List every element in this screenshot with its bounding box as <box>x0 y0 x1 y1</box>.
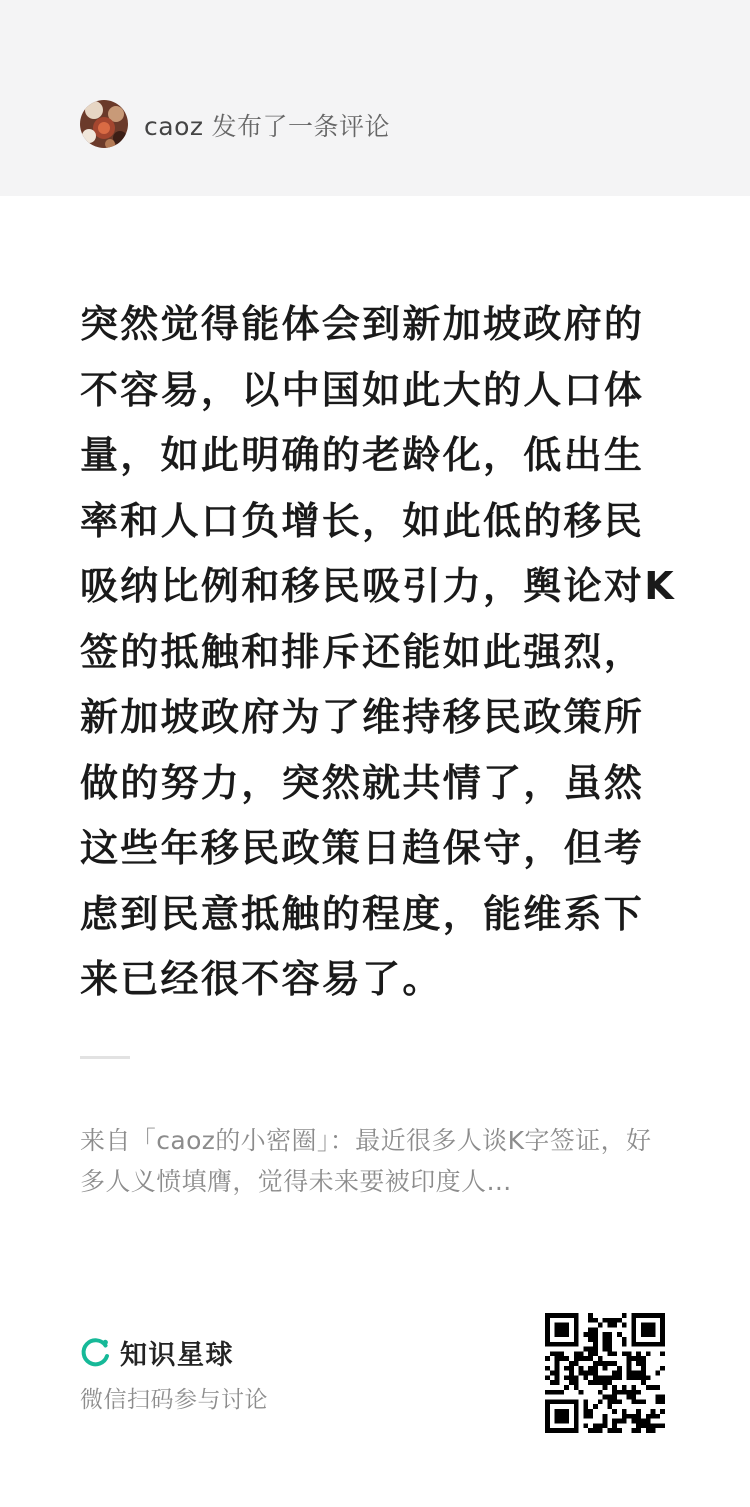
zsxq-logo-icon <box>80 1336 112 1368</box>
qr-code[interactable] <box>545 1313 665 1433</box>
brand <box>80 1333 234 1371</box>
source-excerpt[interactable]: 来自「caoz的小密圈」：最近很多人谈K字签证，好多人义愤填膺，觉得未来要被印度人… <box>80 1126 652 1196</box>
post-header <box>0 0 750 196</box>
post-body: 突然觉得能体会到新加坡政府的不容易，以中国如此大的人口体量，如此明确的老龄化，低出生率和人口负增长，如此低的移民吸纳比例和移民吸引力，舆论对K签的抵触和排斥还能如此强烈，新加坡政府为了维持移民政策所做的努力，突然就共情了，虽然这些年移民政策日趋保守，但考虑到民意抵触的程度，能维系下来已经很不容易了。 <box>80 302 676 1001</box>
scan-prompt: 微信扫码参与讨论 <box>80 1387 268 1413</box>
post-action-text: 发布了一条评论 <box>211 112 390 141</box>
username[interactable]: caoz <box>144 112 204 141</box>
divider <box>80 1056 130 1059</box>
post-header-text <box>144 107 390 143</box>
brand-name: 知识星球 <box>120 1339 234 1371</box>
user-avatar[interactable] <box>80 100 128 148</box>
